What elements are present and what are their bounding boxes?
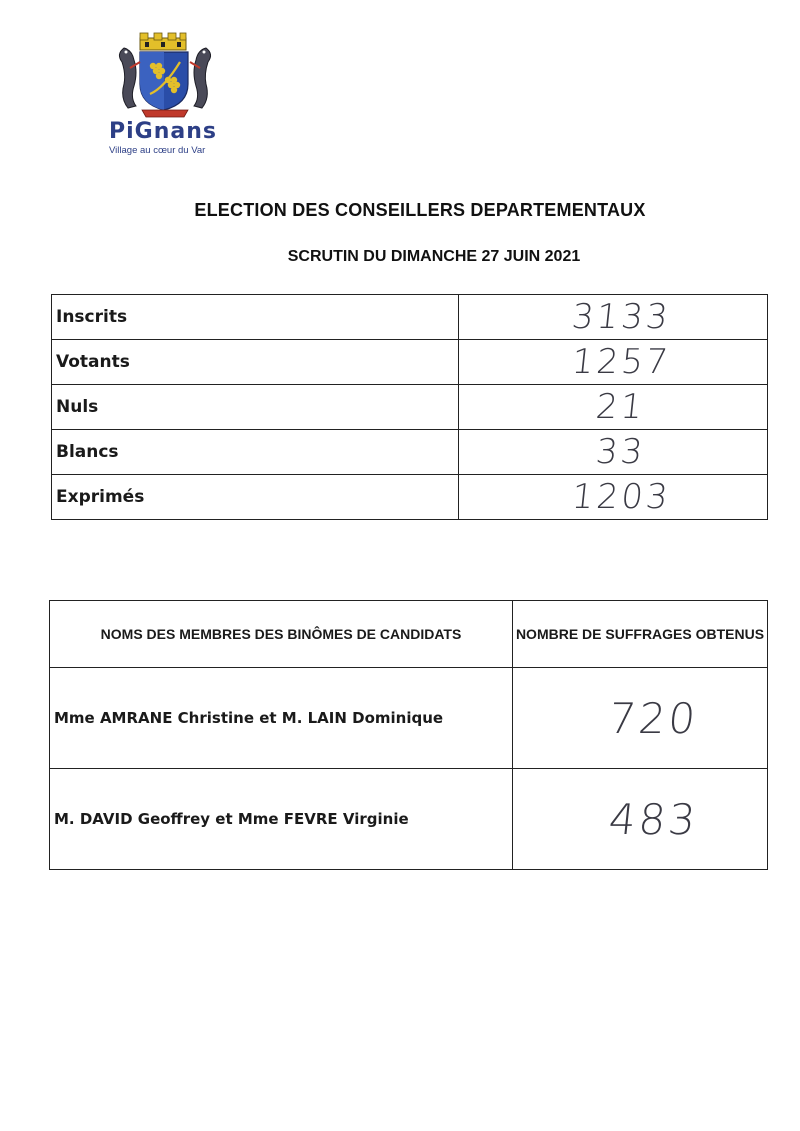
stat-label-inscrits: Inscrits xyxy=(52,295,459,340)
candidate-votes: 720 xyxy=(606,693,702,743)
stat-value-inscrits: 3133 xyxy=(569,297,673,337)
stat-value-exprimes: 1203 xyxy=(569,477,673,517)
stat-value-nuls: 21 xyxy=(594,387,648,427)
column-header-votes: NOMBRE DE SUFFRAGES OBTENUS xyxy=(513,601,768,668)
table-row xyxy=(52,295,768,340)
coat-of-arms-icon xyxy=(110,32,220,118)
table-row xyxy=(50,668,768,769)
table-row xyxy=(52,340,768,385)
candidate-pair-name: M. DAVID Geoffrey et Mme FEVRE Virginie xyxy=(50,769,513,870)
votes-cell xyxy=(513,769,768,870)
table-row xyxy=(52,475,768,520)
stat-label-nuls: Nuls xyxy=(52,385,459,430)
stat-value-votants: 1257 xyxy=(569,342,673,382)
votes-cell xyxy=(513,668,768,769)
stat-value-cell xyxy=(459,295,768,340)
table-row xyxy=(50,769,768,870)
results-table xyxy=(49,600,768,870)
table-row xyxy=(52,385,768,430)
candidate-pair-name: Mme AMRANE Christine et M. LAIN Dominique xyxy=(50,668,513,769)
stat-value-cell xyxy=(459,475,768,520)
municipality-tagline: Village au cœur du Var xyxy=(109,145,206,156)
stat-label-votants: Votants xyxy=(52,340,459,385)
turnout-table xyxy=(51,294,768,520)
column-header-names: NOMS DES MEMBRES DES BINÔMES DE CANDIDATS xyxy=(50,601,513,668)
table-header-row xyxy=(50,601,768,668)
municipality-name: PiGnans xyxy=(109,119,217,144)
stat-value-cell xyxy=(459,340,768,385)
stat-value-blancs: 33 xyxy=(594,432,648,472)
municipal-logo xyxy=(106,32,236,157)
stat-label-exprimes: Exprimés xyxy=(52,475,459,520)
stat-value-cell xyxy=(459,385,768,430)
document-title: ELECTION DES CONSEILLERS DEPARTEMENTAUX xyxy=(194,200,646,220)
candidate-votes: 483 xyxy=(606,794,702,844)
stat-value-cell xyxy=(459,430,768,475)
stat-label-blancs: Blancs xyxy=(52,430,459,475)
table-row xyxy=(52,430,768,475)
document-subtitle: SCRUTIN DU DIMANCHE 27 JUIN 2021 xyxy=(287,248,581,265)
